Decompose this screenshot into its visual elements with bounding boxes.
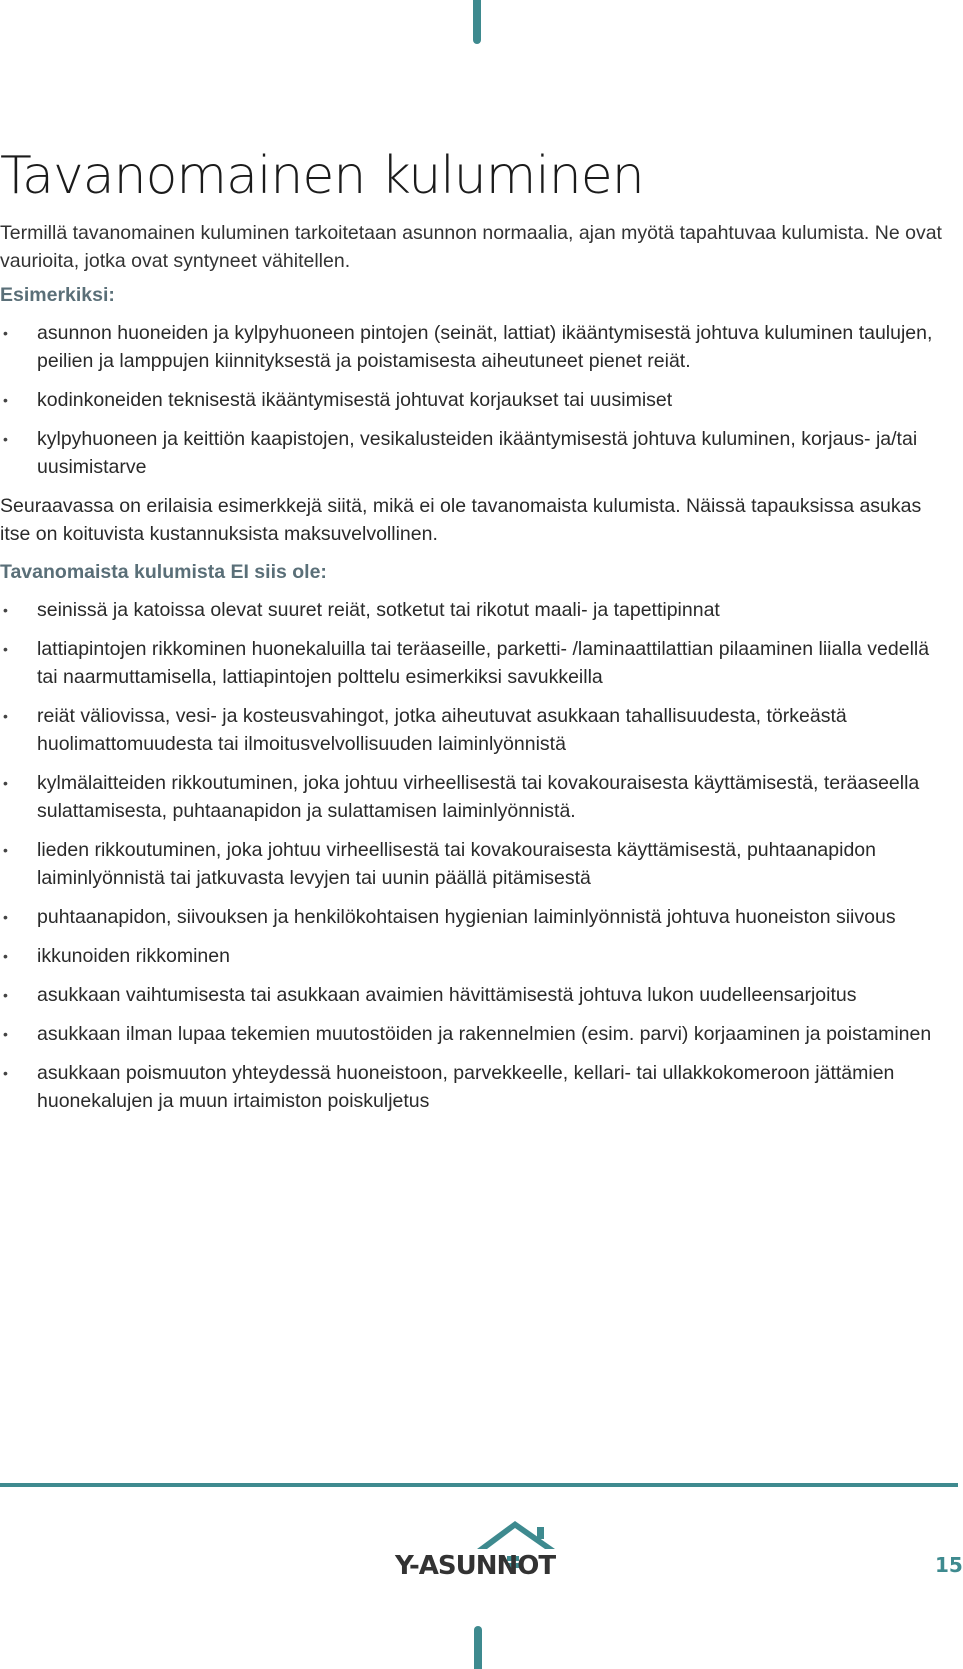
not-normal-intro-paragraph: Seuraavassa on erilaisia esimerkkejä siitä, mikä ei ole tavanomaista kulumista. Näissä tapauksissa asukas itse on koituvista kustannuksista maksuvelvollinen. (0, 495, 922, 545)
list-item: • asukkaan poismuuton yhteydessä huoneistoon, parvekkeelle, kellari- tai ullakkokomeroon jättämien huonekalujen ja muun irtaimiston poiskuljetus (0, 1059, 945, 1115)
bullet-icon: • (3, 708, 8, 724)
list-item: • kodinkoneiden teknisestä ikääntymisestä johtuvat korjaukset tai uusimiset (0, 386, 945, 414)
bullet-icon: • (3, 602, 8, 618)
document-body (0, 145, 945, 1126)
bullet-icon: • (3, 641, 8, 657)
bullet-icon: • (3, 909, 8, 925)
y-asunnot-logo (395, 1515, 565, 1585)
bullet-icon: • (3, 987, 8, 1003)
not-normal-list (0, 596, 945, 1115)
bottom-accent-bar (474, 1626, 482, 1669)
list-item: • kylpyhuoneen ja keittiön kaapistojen, vesikalusteiden ikääntymisestä johtuva kuluminen, korjaus- ja/tai uusimistarve (0, 425, 945, 481)
bullet-icon: • (3, 948, 8, 964)
list-item: • puhtaanapidon, siivouksen ja henkilökohtaisen hygienian laiminlyönnistä johtuva huoneiston siivous (0, 903, 945, 931)
examples-list (0, 319, 945, 481)
list-item: • lieden rikkoutuminen, joka johtuu virheellisestä tai kovakouraisesta käyttämisestä, puhtaanapidon laiminlyönnistä tai jatkuvasta levyjen tai uunin päällä pitämisestä (0, 836, 945, 892)
intro-paragraph: Termillä tavanomainen kuluminen tarkoitetaan asunnon normaalia, ajan myötä tapahtuvaa kulumista. Ne ovat vaurioita, jotka ovat syntyneet vähitellen. (0, 222, 942, 272)
footer-divider (0, 1483, 958, 1487)
list-item: • asukkaan ilman lupaa tekemien muutostöiden ja rakennelmien (esim. parvi) korjaaminen ja poistaminen (0, 1020, 945, 1048)
page-number: 15 (935, 1553, 963, 1577)
examples-heading: Esimerkiksi: (0, 284, 115, 306)
list-item: • asunnon huoneiden ja kylpyhuoneen pintojen (seinät, lattiat) ikääntymisestä johtuva kuluminen taulujen, peilien ja lamppujen kiinnityksestä ja poistamisesta aiheutuneet pienet reiät. (0, 319, 945, 375)
list-item: • seinissä ja katoissa olevat suuret reiät, sotketut tai rikotut maali- ja tapettipinnat (0, 596, 945, 624)
list-item: • reiät väliovissa, vesi- ja kosteusvahingot, jotka aiheutuvat asukkaan tahallisuudesta, törkeästä huolimattomuudesta tai ilmoitusvelvollisuuden laiminlyönnistä (0, 702, 945, 758)
list-item: • kylmälaitteiden rikkoutuminen, joka johtuu virheellisestä tai kovakouraisesta käyttämisestä, teräaseella sulattamisesta, puhtaanapidon ja sulattamisen laiminlyönnistä. (0, 769, 945, 825)
not-normal-heading: Tavanomaista kulumista EI siis ole: (0, 561, 327, 583)
bullet-icon: • (3, 431, 8, 447)
bullet-icon: • (3, 392, 8, 408)
list-item: • asukkaan vaihtumisesta tai asukkaan avaimien hävittämisestä johtuva lukon uudelleensarjoitus (0, 981, 945, 1009)
logo-text: Y-ASUNNOT (395, 1551, 556, 1581)
bullet-icon: • (3, 1065, 8, 1081)
bullet-icon: • (3, 775, 8, 791)
bullet-icon: • (3, 842, 8, 858)
page-title: Tavanomainen kuluminen (0, 146, 644, 206)
list-item: • ikkunoiden rikkominen (0, 942, 945, 970)
list-item: • lattiapintojen rikkominen huonekaluilla tai teräaseille, parketti- /laminaattilattian pilaaminen liialla vedellä tai naarmuttamisella, lattiapintojen polttelu esimerkiksi savukkeilla (0, 635, 945, 691)
top-accent-bar (473, 0, 481, 44)
bullet-icon: • (3, 325, 8, 341)
bullet-icon: • (3, 1026, 8, 1042)
